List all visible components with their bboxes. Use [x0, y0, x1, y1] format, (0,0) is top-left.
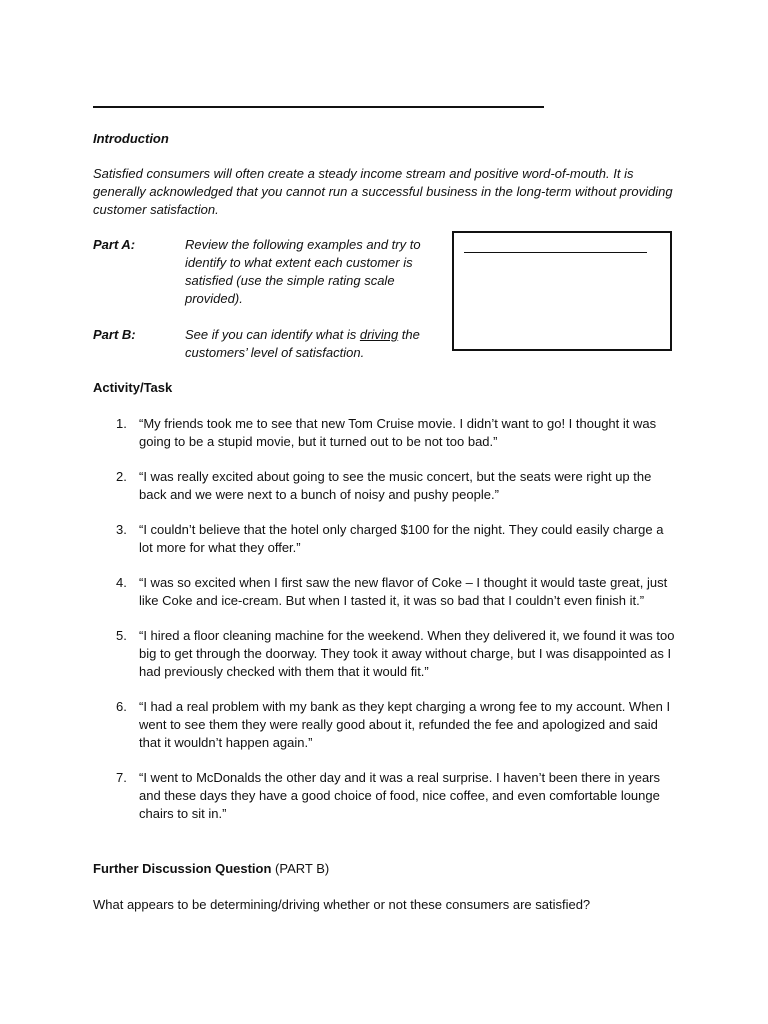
further-discussion-heading: [93, 860, 678, 878]
list-item-number: 3.: [116, 522, 127, 537]
introduction-text: Satisfied consumers will often create a steady income stream and positive word-of-mouth. It is generally acknowledged that you cannot run a successful business in the long-term without providing customer satisfaction.: [93, 166, 673, 217]
list-item: [93, 698, 678, 752]
activity-heading: Activity/Task: [93, 380, 173, 395]
further-discussion-heading-bold: Further Discussion Question: [93, 861, 272, 876]
list-item: [93, 415, 678, 451]
list-item: [93, 627, 678, 681]
part-b-label: Part B:: [93, 327, 136, 342]
further-discussion-heading-rest: (PART B): [271, 861, 330, 876]
introduction-heading: Introduction: [93, 131, 169, 146]
rating-box: [452, 231, 672, 351]
list-item: [93, 468, 678, 504]
list-item-number: 2.: [116, 469, 127, 484]
list-item: [93, 769, 678, 823]
list-item-text: “I was really excited about going to see the music concert, but the seats were right up the back and we were next to a bunch of noisy and pushy people.”: [139, 469, 652, 502]
list-item-number: 7.: [116, 770, 127, 785]
list-item-number: 4.: [116, 575, 127, 590]
part-a-text: Review the following examples and try to identify to what extent each customer is satisfied (use the simple rating scale provided).: [185, 237, 421, 306]
list-item-number: 5.: [116, 628, 127, 643]
list-item-text: “I went to McDonalds the other day and it was a real surprise. I haven’t been there in years and these days they have a good choice of food, nice coffee, and even comfortable lounge chairs to sit in.”: [139, 770, 660, 821]
list-item-text: “I couldn’t believe that the hotel only charged $100 for the night. They could easily charge a lot more for what they offer.”: [139, 522, 664, 555]
list-item-text: “I was so excited when I first saw the new flavor of Coke – I thought it would taste great, just like Coke and ice-cream. But when I tasted it, it was so bad that I couldn’t even finish it.”: [139, 575, 668, 608]
list-item-text: “I had a real problem with my bank as they kept charging a wrong fee to my account. When I went to see them they were really good about it, refunded the fee and apologized and said that it wouldn’t happen again.”: [139, 699, 671, 750]
list-item-text: “I hired a floor cleaning machine for the weekend. When they delivered it, we found it was too big to get through the doorway. They took it away without charge, but I was disappointed as I had previously checked with them that it would fit.”: [139, 628, 675, 679]
part-b-text: [185, 326, 445, 362]
part-a-label: Part A:: [93, 237, 136, 252]
further-discussion-question: What appears to be determining/driving whether or not these consumers are satisfied?: [93, 897, 591, 912]
task-list: [93, 415, 678, 840]
list-item-number: 6.: [116, 699, 127, 714]
rating-blank-line: [464, 252, 647, 253]
list-item: [93, 521, 678, 557]
list-item-text: “My friends took me to see that new Tom Cruise movie. I didn’t want to go! I thought it was going to be a stupid movie, but it turned out to be not too bad.”: [139, 416, 657, 449]
list-item-number: 1.: [116, 416, 127, 431]
part-b-text-before: See if you can identify what is: [185, 327, 360, 342]
title-rule: [93, 106, 544, 108]
list-item: [93, 574, 678, 610]
part-b-text-after: the customers’ level of satisfaction.: [185, 327, 420, 360]
part-b-text-underlined: driving: [359, 327, 399, 342]
